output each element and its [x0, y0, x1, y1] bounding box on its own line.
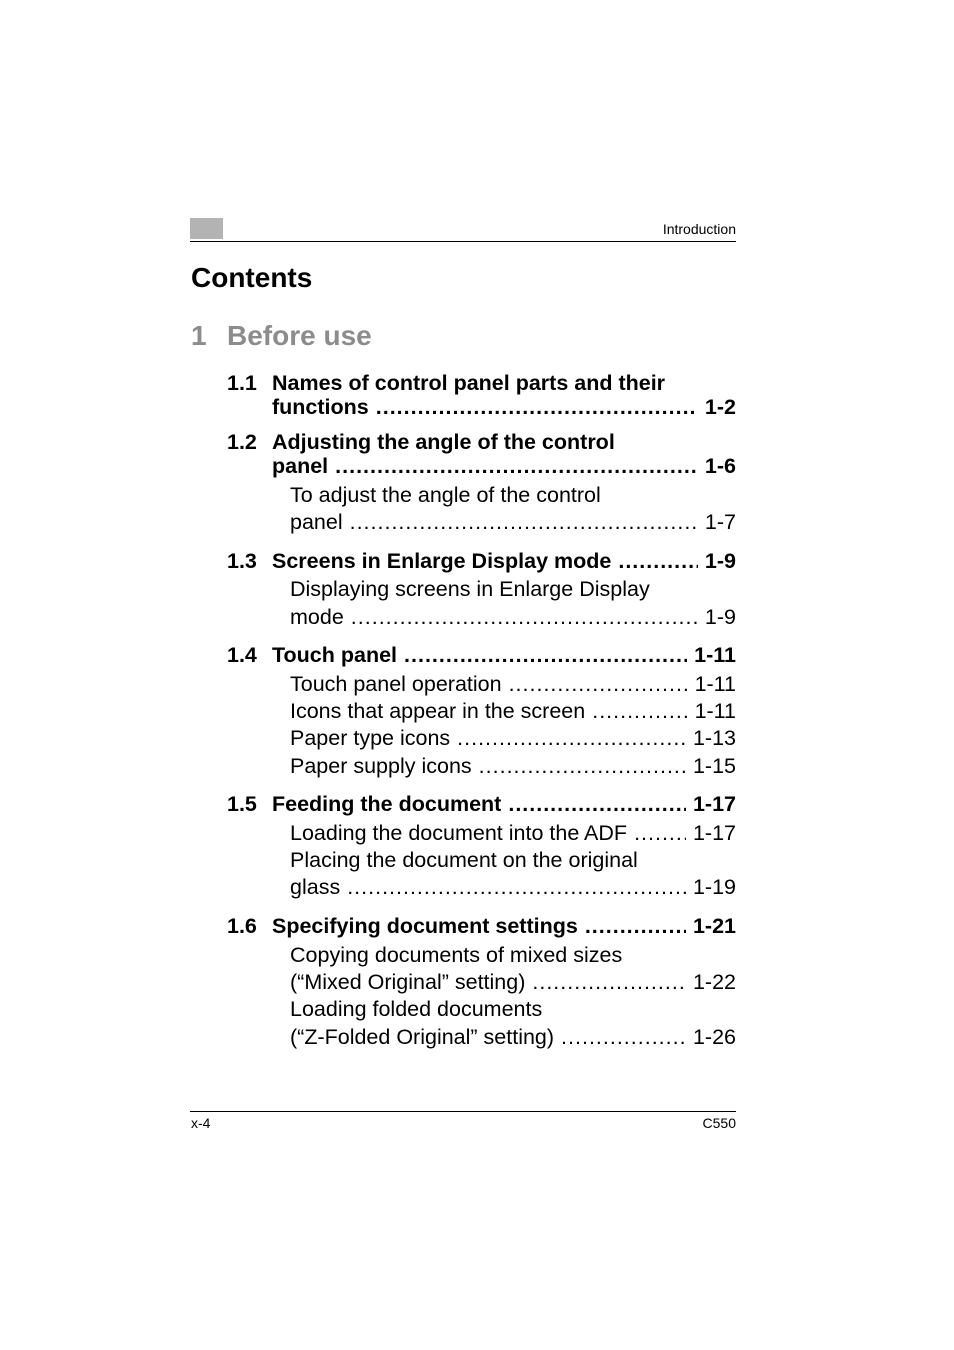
page-ref: 1-11 [694, 699, 736, 723]
toc-subentry-1-3a-line2[interactable] [290, 604, 736, 630]
page-ref: 1-6 [704, 454, 736, 478]
entry-title: Icons that appear in the screen [290, 699, 586, 723]
toc-section-1-5[interactable] [227, 791, 736, 817]
footer-page-number: x-4 [191, 1115, 211, 1131]
footer-model: C550 [702, 1115, 736, 1131]
toc-subentry-1-6b-line2[interactable] [290, 1024, 736, 1050]
toc-subentry-1-3a-line1[interactable] [290, 576, 650, 602]
section-title: Screens in Enlarge Display mode [272, 549, 612, 573]
toc-subentry-1-6a-line1[interactable] [290, 942, 622, 968]
page-ref: 1-7 [704, 510, 736, 534]
page-ref: 1-11 [694, 672, 736, 696]
entry-title: Touch panel operation [290, 672, 502, 696]
leader-dots [350, 509, 698, 535]
entry-title: Loading the document into the ADF [290, 821, 628, 845]
toc-subentry-1-2a-line1[interactable] [290, 482, 601, 508]
footer-rule [190, 1111, 736, 1112]
chapter-heading [191, 320, 372, 352]
toc-section-1-4[interactable] [227, 642, 736, 668]
toc-subentry-1-5b-line2[interactable] [290, 874, 736, 900]
toc-section-1-3[interactable] [227, 548, 736, 574]
entry-title-cont: glass [290, 875, 341, 899]
section-number: 1.3 [227, 549, 257, 573]
leader-dots [457, 725, 686, 751]
toc-section-1-1-line2[interactable] [272, 394, 736, 420]
toc-subentry-1-4d[interactable] [290, 753, 736, 779]
page-ref: 1-13 [692, 726, 736, 750]
header-tab-marker [190, 218, 223, 239]
page-ref: 1-17 [692, 821, 736, 845]
toc-subentry-1-2a-line2[interactable] [290, 509, 736, 535]
chapter-number: 1 [191, 320, 207, 351]
section-title: Touch panel [272, 643, 398, 667]
entry-title: Paper type icons [290, 726, 451, 750]
section-number: 1.6 [227, 914, 257, 938]
entry-title: Placing the document on the original [290, 848, 638, 872]
toc-subentry-1-6b-line1[interactable] [290, 996, 542, 1022]
page-ref: 1-2 [704, 395, 736, 419]
leader-dots [509, 671, 688, 697]
running-head: Introduction [662, 221, 736, 237]
leader-dots [508, 791, 686, 817]
toc-section-1-6[interactable] [227, 913, 736, 939]
page-ref: 1-15 [692, 754, 736, 778]
section-number: 1.5 [227, 792, 257, 816]
leader-dots [404, 642, 687, 668]
page-title: Contents [191, 262, 313, 293]
leader-dots [585, 913, 686, 939]
entry-title-cont: (“Z-Folded Original” setting) [290, 1025, 555, 1049]
toc-subentry-1-5b-line1[interactable] [290, 847, 638, 873]
entry-title: Displaying screens in Enlarge Display [290, 577, 650, 601]
toc-subentry-1-4c[interactable] [290, 725, 736, 751]
page-ref: 1-11 [694, 643, 736, 667]
section-number: 1.2 [227, 430, 257, 454]
leader-dots [592, 698, 687, 724]
leader-dots [634, 820, 686, 846]
entry-title: Copying documents of mixed sizes [290, 943, 623, 967]
entry-title-cont: mode [290, 605, 344, 629]
page-ref: 1-19 [692, 875, 736, 899]
entry-title: To adjust the angle of the control [290, 483, 601, 507]
entry-title-cont: (“Mixed Original” setting) [290, 970, 526, 994]
toc-section-1-1-line1[interactable] [227, 370, 665, 396]
toc-subentry-1-6a-line2[interactable] [290, 969, 736, 995]
toc-subentry-1-4a[interactable] [290, 671, 736, 697]
leader-dots [618, 548, 698, 574]
page-ref: 1-26 [692, 1025, 736, 1049]
section-number: 1.1 [227, 371, 257, 395]
toc-section-1-2-line2[interactable] [272, 453, 736, 479]
section-title: Feeding the document [272, 792, 502, 816]
page-ref: 1-9 [704, 605, 736, 629]
section-number: 1.4 [227, 643, 257, 667]
page-ref: 1-17 [692, 792, 736, 816]
leader-dots [376, 394, 698, 420]
entry-title: Loading folded documents [290, 997, 543, 1021]
chapter-title: Before use [227, 320, 372, 351]
leader-dots [335, 453, 698, 479]
entry-title: Paper supply icons [290, 754, 472, 778]
page-ref: 1-22 [692, 970, 736, 994]
leader-dots [479, 753, 686, 779]
section-title: Specifying document settings [272, 914, 578, 938]
leader-dots [347, 874, 686, 900]
header-rule [190, 241, 736, 242]
section-title-cont: panel [272, 454, 329, 478]
toc-section-1-2-line1[interactable] [227, 429, 615, 455]
page-ref: 1-21 [692, 914, 736, 938]
section-title-cont: functions [272, 395, 369, 419]
section-title: Names of control panel parts and their [272, 371, 666, 395]
section-title: Adjusting the angle of the control [272, 430, 615, 454]
entry-title-cont: panel [290, 510, 343, 534]
leader-dots [351, 604, 698, 630]
toc-subentry-1-5a[interactable] [290, 820, 736, 846]
page-ref: 1-9 [704, 549, 736, 573]
toc-subentry-1-4b[interactable] [290, 698, 736, 724]
leader-dots [561, 1024, 686, 1050]
leader-dots [532, 969, 686, 995]
